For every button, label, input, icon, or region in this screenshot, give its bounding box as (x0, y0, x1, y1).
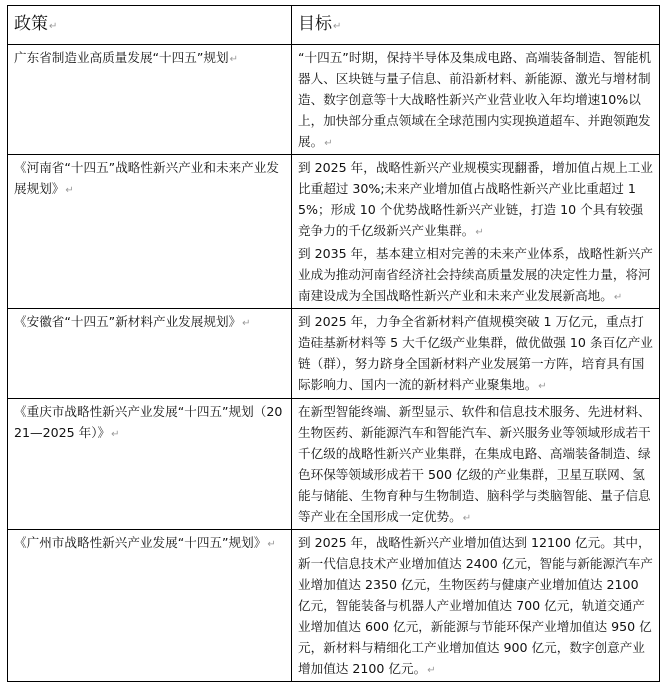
policy-cell[interactable] (8, 399, 292, 530)
policy-text: 《重庆市战略性新兴产业发展“十四五”规划（2021—2025 年）》 (14, 404, 283, 440)
paragraph-mark-icon (614, 292, 622, 303)
paragraph-mark-icon (475, 227, 483, 238)
paragraph-mark-icon (111, 429, 119, 440)
goal-cell[interactable] (292, 155, 660, 309)
goal-text: 在新型智能终端、新型显示、软件和信息技术服务、先进材料、生物医药、新能源汽车和智能汽车、新兴服务业等领域形成若干千亿级的战略性新兴产业集群，在集成电路、高端装备制造、绿色环保等领域形成若干 500 亿级的产业集群，卫星互联网、氢能与储能、生物育种与生物制造、脑科学与类脑智能、量子信息等产业在全国形成一定优势。 (298, 404, 651, 524)
policy-text: 《安徽省“十四五”新材料产业发展规划》 (14, 314, 242, 329)
header-cell-policy (8, 6, 292, 45)
goal-cell[interactable] (292, 309, 660, 399)
paragraph-mark-icon (267, 539, 275, 550)
paragraph-mark-icon (49, 21, 57, 32)
goal-cell[interactable] (292, 399, 660, 530)
paragraph-mark-icon (427, 665, 435, 676)
policy-cell[interactable] (8, 530, 292, 682)
paragraph-mark-icon (333, 21, 341, 32)
policy-text: 广东省制造业高质量发展“十四五”规划 (14, 50, 229, 65)
policy-text: 《河南省“十四五”战略性新兴产业和未来产业发展规划》 (14, 160, 279, 196)
table-header-row (8, 6, 660, 45)
goal-text: 到 2035 年，基本建立相对完善的未来产业体系，战略性新兴产业成为推动河南省经济社会持续高质量发展的决定性力量，将河南建设成为全国战略性新兴产业和未来产业发展新高地。 (298, 246, 653, 303)
paragraph-mark-icon (324, 138, 332, 149)
header-goal-label: 目标 (298, 14, 332, 34)
table-row (8, 309, 660, 399)
table-row (8, 45, 660, 155)
goal-cell[interactable] (292, 530, 660, 682)
header-cell-goal (292, 6, 660, 45)
table-row (8, 399, 660, 530)
table-row (8, 155, 660, 309)
policy-cell[interactable] (8, 155, 292, 309)
header-policy-label: 政策 (14, 14, 48, 34)
paragraph-mark-icon (242, 318, 250, 329)
policy-cell[interactable] (8, 309, 292, 399)
paragraph-mark-icon (65, 185, 73, 196)
paragraph-mark-icon (230, 54, 238, 65)
goal-text: 到 2025 年，力争全省新材料产值规模突破 1 万亿元，重点打造硅基新材料等 5 大千亿级产业集群，做优做强 10 条百亿产业链（群），努力跻身全国新材料产业发展第一方阵，培育具有国际影响力、国内一流的新材料产业聚集地。 (298, 314, 653, 392)
paragraph-mark-icon (538, 381, 546, 392)
table-row (8, 530, 660, 682)
goal-text: 到 2025 年，战略性新兴产业增加值达到 12100 亿元。其中，新一代信息技术产业增加值达 2400 亿元，智能与新能源汽车产业增加值达 2350 亿元，生物医药与健康产业增加值达 2100 亿元，智能装备与机器人产业增加值达 700 亿元，轨道交通产业增加值达 600 亿元，新能源与节能环保产业增加值达 950 亿元，新材料与精细化工产业增加值达 900 亿元，数字创意产业增加值达 2100 亿元。 (298, 535, 653, 676)
goal-text: 到 2025 年，战略性新兴产业规模实现翻番，增加值占规上工业比重超过 30%;未来产业增加值占战略性新兴产业比重超过 15%；形成 10 个优势战略性新兴产业链，打造 10 个具有较强竞争力的千亿级新兴产业集群。 (298, 160, 653, 238)
goal-text: “十四五”时期，保持半导体及集成电路、高端装备制造、智能机器人、区块链与量子信息、前沿新材料、新能源、激光与增材制造、数字创意等十大战略性新兴产业营业收入年均增速10%以上，加快部分重点领域在全球范围内实现换道超车、并跑领跑发展。 (298, 50, 652, 149)
policy-goals-table (7, 5, 660, 682)
policy-cell[interactable] (8, 45, 292, 155)
goal-cell[interactable] (292, 45, 660, 155)
paragraph-mark-icon (463, 513, 471, 524)
policy-text: 《广州市战略性新兴产业发展“十四五”规划》 (14, 535, 267, 550)
